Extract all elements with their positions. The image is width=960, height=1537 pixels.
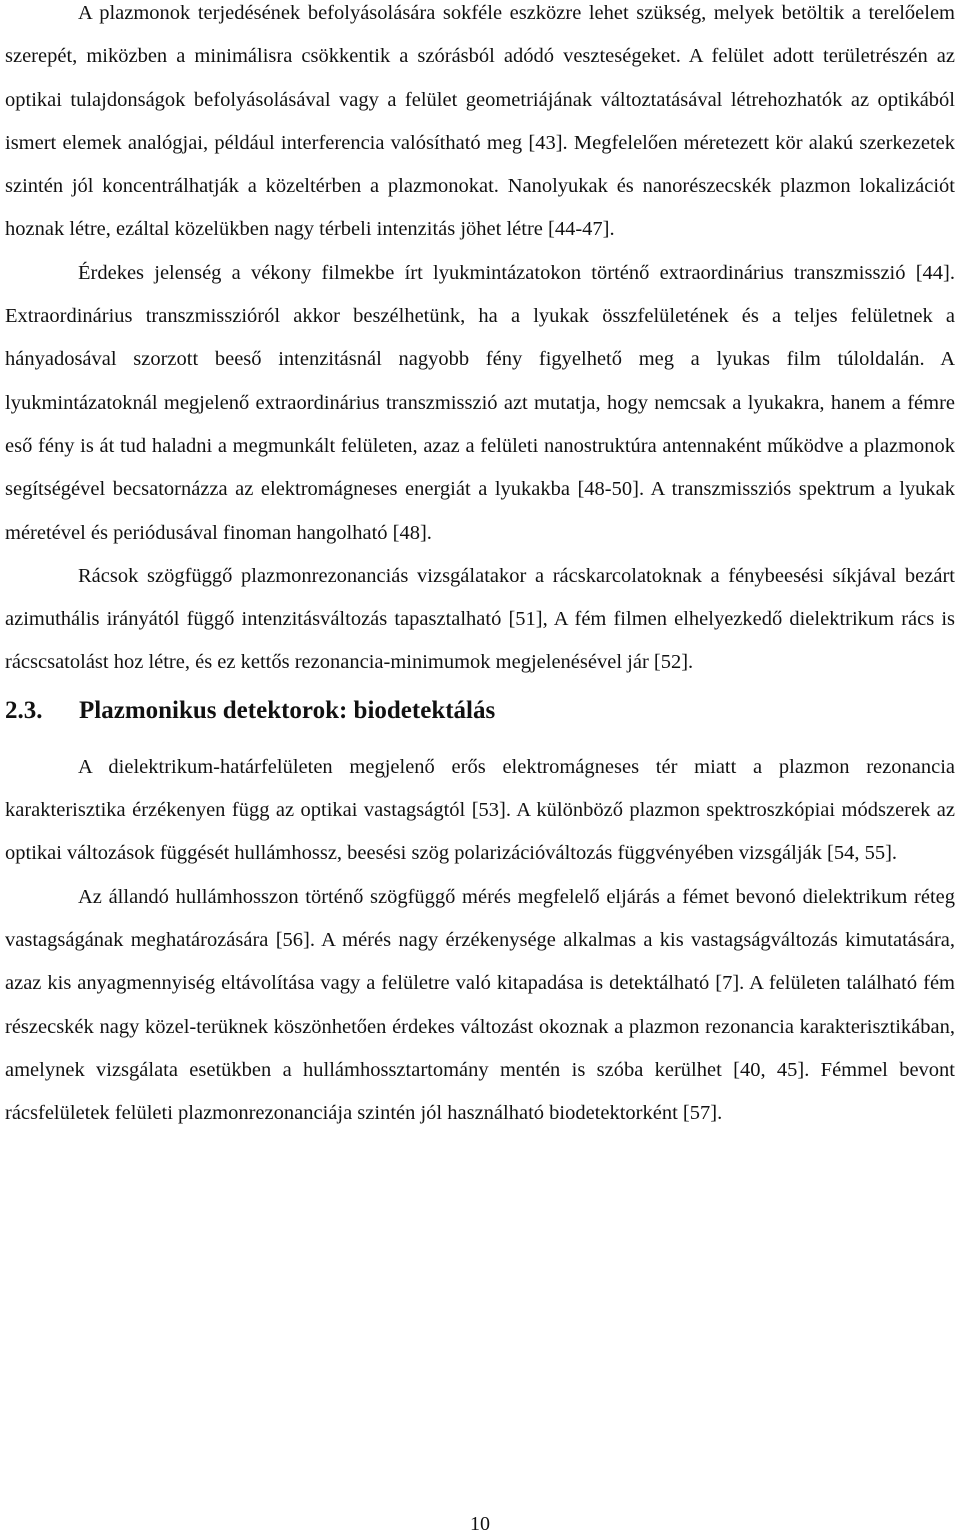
section-number: 2.3. <box>5 696 43 724</box>
section-heading <box>5 692 955 730</box>
paragraph-plasmon-guiding: A plazmonok terjedésének befolyásolására sokféle eszközre lehet szükség, melyek betöltik a terelőelem szerepét, miközben a minimálisra csökkentik a szórásból adódó veszteségeket. A felület adott területrészén az optikai tulajdonságok befolyásolásával vagy a felület geometriájának változtatásával létrehozhatók az optikából ismert elemek analógjai, például interferencia valósítható meg [43]. Megfelelően méretezett kör alakú szerkezetek szintén jól koncentrálhatják a közeltérben a plazmonokat. Nanolyukak és nanorészecskék plazmon lokalizációt hoznak létre, ezáltal közelükben nagy térbeli intenzitás jöhet létre [44-47]. <box>5 2 955 241</box>
page-number: 10 <box>470 1513 490 1535</box>
paragraph-resonance-sensitivity: A dielektrikum-határfelületen megjelenő erős elektromágneses tér miatt a plazmon rezonancia karakterisztika érzékenyen függ az optikai vastagságtól [53]. A különböző plazmon spektroszkópiai módszerek az optikai változások függését hullámhossz, beesési szög polarizációváltozás függvényében vizsgálják [54, 55]. <box>5 755 955 865</box>
document-page <box>5 0 955 1135</box>
paragraph-angle-measurement: Az állandó hullámhosszon történő szögfüggő mérés megfelelő eljárás a fémet bevonó dielektrikum réteg vastagságának meghatározására [56]. A mérés nagy érzékenysége alkalmas a kis vastagságváltozás kimutatására, azaz kis anyagmennyiség eltávolítása vagy a felületre való kitapadása is detektálható [7]. A felületen található fém részecskék nagy közel-terüknek köszönhetően érdekes változást okoznak a plazmon rezonancia karakterisztikában, amelynek vizsgálata esetükben a hullámhossztartomány mentén is szóba kerülhet [40, 45]. Fémmel bevont rácsfelületek felületi plazmonrezonanciája szintén jól használható biodetektorként [57]. <box>5 885 955 1125</box>
paragraph-grating-resonance: Rácsok szögfüggő plazmonrezonanciás vizsgálatakor a rácskarcolatoknak a fénybeesési síkjával bezárt azimuthális irányától függő intenzitásváltozás tapasztalható [51], A fém filmen elhelyezkedő dielektrikum rács is rácscsatolást hoz létre, és ez kettős rezonancia-minimumok megjelenésével jár [52]. <box>5 564 955 674</box>
paragraph-extraordinary-transmission: Érdekes jelenség a vékony filmekbe írt lyukmintázatokon történő extraordinárius transzmisszió [44]. Extraordinárius transzmisszióról akkor beszélhetünk, ha a lyukak összfelületének és a teljes felületnek a hányadosával szorzott beeső intenzitásnál nagyobb fény figyelhető meg a lyukas film túloldalán. A lyukmintázatoknál megjelenő extraordinárius transzmisszió azt mutatja, hogy nemcsak a lyukakra, hanem a fémre eső fény is át tud haladni a megmunkált felületen, azaz a felületi nanostruktúra antennaként működve a plazmonok segítségével becsatornázza az elektromágneses energiát a lyukakba [48-50]. A transzmissziós spektrum a lyukak méretével és periódusával finoman hangolható [48]. <box>5 261 955 544</box>
section-title: Plazmonikus detektorok: biodetektálás <box>79 696 496 724</box>
